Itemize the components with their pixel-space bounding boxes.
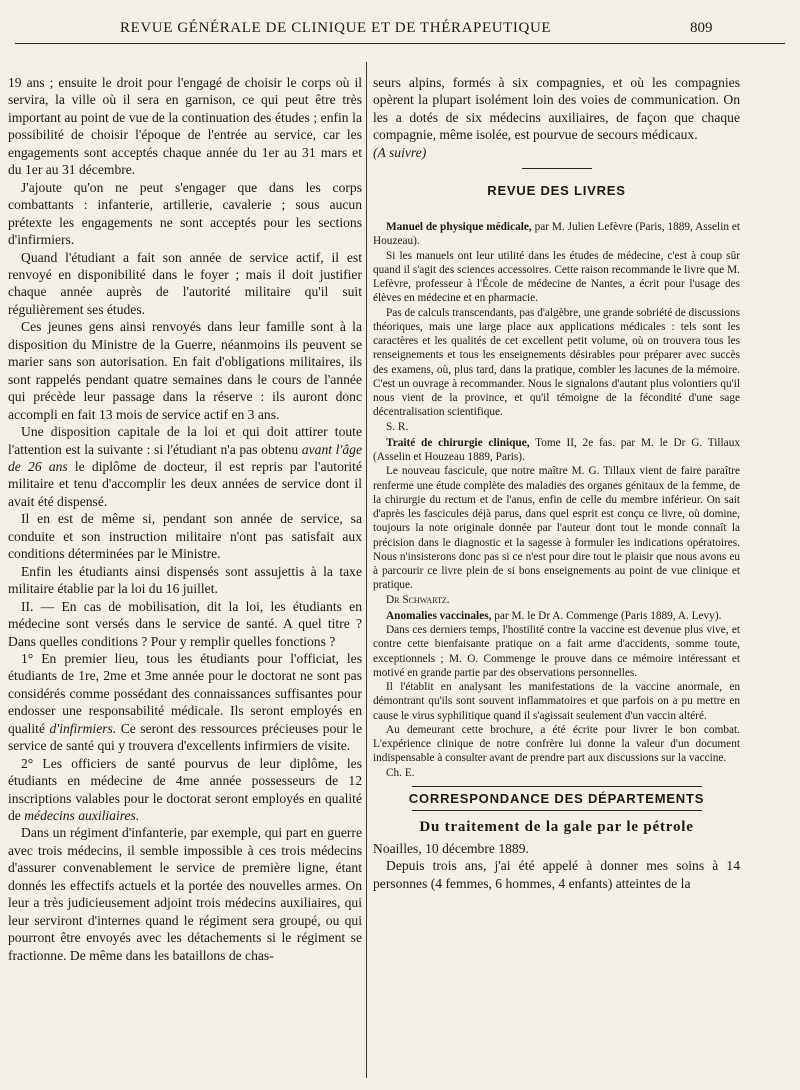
text-run: 1° En premier lieu, tous les étudiants pour l'officiat, les étudiants de 1re, 2me et 3me année pour le doctorat ne sont pas considérés comme possédant des connaissances suffisantes pour endosser une responsabilité médicale. Ils seront employés en qualité bbox=[8, 650, 362, 736]
book-title: Anomalies vaccinales, bbox=[386, 609, 492, 622]
paragraph: Dans un régiment d'infanterie, par exemple, qui part en guerre avec trois médecins, il semble impossible à ces trois médecins d'assurer convenablement le service de première ligne, étant donnés les effectifs actuels et la portée des nouvelles armes. On leur a très judicieusement adjoint trois médecins auxiliaires, qui leur serviront d'internes quand le régiment sera groupé, ou qui pourront être envoyés avec les détachements si le régiment se fractionne. De même dans les bataillons de chas- bbox=[8, 825, 362, 963]
continued-article bbox=[373, 74, 740, 161]
paragraph: 19 ans ; ensuite le droit pour l'engagé de choisir le corps où il servira, la ville où il sera en garnison, ce qui peut être très important au point de vue de la continuation des études ; enfin la possibilité de choisir l'époque de l'entrée au service, car les engagements sont acceptés chaque année du 1er au 31 mars et du 1er au 31 décembre. bbox=[8, 75, 362, 178]
book-author: par M. le Dr A. Commenge (Paris 1889, A. Levy). bbox=[491, 609, 722, 622]
review-signature: Dr Schwartz. bbox=[386, 593, 450, 606]
paragraph: Depuis trois ans, j'ai été appelé à donner mes soins à 14 personnes (4 femmes, 6 hommes, 4 enfants) atteintes de la bbox=[373, 858, 740, 891]
review-entry bbox=[373, 436, 740, 465]
column-divider bbox=[366, 62, 367, 1078]
running-head bbox=[0, 18, 800, 42]
paragraph bbox=[8, 755, 362, 825]
text-run: 2° Les officiers de santé pourvus de leur diplôme, les étudiants en médecine de 4me année possesseurs de 12 inscriptions valables pour le doctorat seront employés en qualité de bbox=[8, 755, 362, 824]
paragraph: Le nouveau fascicule, que notre maître M. G. Tillaux vient de faire paraître renferme une étude complète des maladies des organes génitaux de la femme, de la chirurgie du rectum et de l'anus, enfin de celle du membre inférieur. On sait d'après les fascicules déjà parus, dans quel esprit est conçu ce livre, où domine, toujours la note originale donnée par l'auteur dont tout le monde connaît la précision dans le diagnostic et la sagesse à formuler les indications opératoires. Nous n'insisterons donc pas si ce n'est pour dire tout le plaisir que nous avons eu à parcourir ce livre plein de si bons enseignements au point de vue clinique et pratique. bbox=[373, 465, 740, 592]
paragraph: Il en est de même si, pendant son année de service, sa conduite et son instruction militaire n'ont pas satisfait aux conditions déterminées par le Ministre. bbox=[8, 511, 362, 562]
section-heading-correspondence: CORRESPONDANCE DES DÉPARTEMENTS bbox=[408, 790, 705, 806]
article-title: Du traitement de la gale par le pétrole bbox=[419, 818, 694, 835]
to-be-continued bbox=[373, 144, 740, 161]
review-signature: S. R. bbox=[386, 420, 409, 433]
paragraph: Ces jeunes gens ainsi renvoyés dans leur famille sont à la disposition du Ministre de la Guerre, néanmoins ils peuvent se marier sans son autorisation. En fait d'obligations militaires, ils sont rappelés pendant quatre semaines dans le cours de l'année qui précède leur passage dans la réserve : ils auront donc accompli en fait 13 mois de service actif en 3 ans. bbox=[8, 319, 362, 422]
paragraph bbox=[8, 650, 362, 755]
paragraph bbox=[8, 423, 362, 510]
paragraph: Pas de calculs transcendants, pas d'algèbre, une grande sobriété de discussions théoriques, mais une large place aux applications médicales : tels sont les caractères et les qualités de cet excellent petit volume, où on trouvera tous les renseignements et tous les enseignements désirables pour préparer avec succès des examens, où, plus tard, dans la pratique, combler les lacunes de la mémoire. C'est un ouvrage à recommander. Nous le signalons d'autant plus volontiers qu'il nous vient de la province, et qu'il témoigne de la fécondité d'une sage décentralisation scientifique. bbox=[373, 306, 741, 419]
emphasis: avant l'âge de 26 ans bbox=[8, 441, 362, 474]
book-author: Tome II, 2e fas. par M. le Dr G. Tillaux (Asselin et Houzeau 1889, Paris). bbox=[373, 436, 740, 464]
book-title: Traité de chirurgie clinique, bbox=[386, 436, 530, 449]
header-rule bbox=[15, 43, 785, 44]
page-number: 809 bbox=[690, 20, 713, 36]
paragraph: Au demeurant cette brochure, a été écrite pour livrer le bon combat. L'expérience clinique de notre confrère lui donne la valeur d'un document indispensable à consulter avant de prendre part aux discussions sur la vaccine. bbox=[373, 723, 740, 765]
paragraph: Quand l'étudiant a fait son année de service actif, il est renvoyé en disponibilité dans le foyer ; mais il doit justifier chaque année auprès de l'autorité militaire qu'il suit régulièrement ses études. bbox=[8, 249, 362, 317]
paragraph: II. — En cas de mobilisation, dit la loi, les étudiants en médecine sont versés dans le service de santé. A quel titre ? Dans quelles conditions ? Pour y remplir quelles fonctions ? bbox=[8, 598, 362, 649]
paragraph: seurs alpins, formés à six compagnies, et où les compagnies opèrent la plupart isolément loin des voies de communication. On les a dotés de six médecins auxiliaires, de façon que chaque compagnie, même isolée, est pourvue de secours médicaux. bbox=[373, 75, 740, 143]
right-column bbox=[373, 74, 740, 892]
text-run: Une disposition capitale de la loi et qui doit attirer toute l'attention est la suivante : si l'étudiant n'a pas obtenu bbox=[8, 424, 362, 457]
running-title: REVUE GÉNÉRALE DE CLINIQUE ET DE THÉRAPEUTIQUE bbox=[120, 20, 552, 36]
dateline: Noailles, 10 décembre 1889. bbox=[373, 840, 529, 856]
review-signature: Ch. E. bbox=[386, 766, 415, 779]
section-heading-reviews: REVUE DES LIVRES bbox=[487, 183, 626, 199]
paragraph: Il l'établit en analysant les manifestations de la vaccine anormale, en démontrant qu'ils sont souvent inflammatoires et que parfois on a pu mettre en cause le virus syphilitique quand il s'agissait seulement d'un vaccin altéré. bbox=[373, 681, 740, 722]
paragraph: Dans ces derniers temps, l'hostilité contre la vaccine est devenue plus vive, et contre cette bienfaisante pratique on a fait arme d'accidents, somme toute, exceptionnels ; M. O. Commenge le prouve dans ce mémoire intéressant et motivé en grande partie par des observations personnelles. bbox=[373, 624, 740, 679]
emphasis: d'infirmiers. bbox=[49, 720, 117, 736]
emphasis: médecins auxiliaires. bbox=[24, 808, 140, 824]
book-title: Manuel de physique médicale, bbox=[386, 221, 532, 234]
left-column bbox=[8, 74, 362, 964]
section-rule bbox=[412, 786, 702, 787]
text-run: le diplôme de docteur, il est repris par l'autorité militaire et tenu d'accomplir les deux années de service dont il avait été dispensé. bbox=[8, 458, 362, 509]
review-entry bbox=[373, 609, 740, 623]
review-entry bbox=[373, 220, 740, 249]
paragraph: Si les manuels ont leur utilité dans les études de médecine, c'est à coup sûr quand il s'agit des sciences accessoires. Cette raison recommande le livre que M. Lefèvre, professeur à l'École de médecine de Nantes, a écrit pour l'usage des élèves en médecine et en pharmacie. bbox=[373, 249, 740, 305]
section-rule bbox=[522, 168, 592, 169]
text-run: Ce seront des ressources précieuses pour le service de santé qui y trouvera d'excellents infirmiers de visite. bbox=[8, 720, 362, 754]
article-body bbox=[373, 840, 740, 892]
emphasis: (A suivre) bbox=[373, 144, 427, 160]
book-reviews bbox=[373, 220, 740, 780]
section-rule bbox=[412, 810, 702, 811]
paragraph: Enfin les étudiants ainsi dispensés sont assujettis à la taxe militaire établie par la loi du 16 juillet. bbox=[8, 563, 362, 597]
book-author: par M. Julien Lefèvre (Paris, 1889, Asselin et Houzeau). bbox=[373, 221, 740, 248]
paragraph: J'ajoute qu'on ne peut s'engager que dans les corps combattants : infanterie, artillerie, cavalerie ; sous aucun prétexte les engagements ne sont acceptés pour les sections d'infirmiers. bbox=[8, 179, 362, 248]
